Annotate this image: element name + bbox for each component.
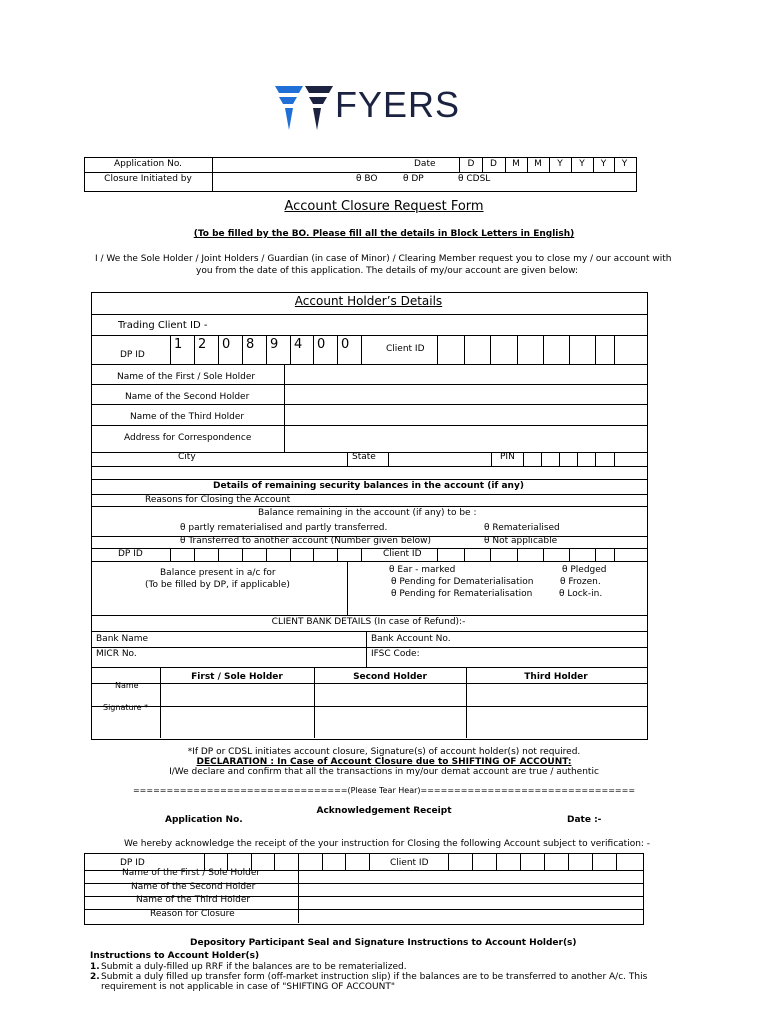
- balances-title: Details of remaining security balances in the account (if any): [213, 481, 524, 491]
- dp-id-digit: 2: [198, 337, 207, 352]
- balance-present-2: (To be filled by DP, if applicable): [145, 580, 290, 590]
- date-cell: Y: [621, 159, 628, 169]
- dp-id-digit: 1: [174, 337, 183, 352]
- tear-line: ================================(Please Tear Hear)================================: [132, 786, 636, 795]
- date-cell: Y: [600, 159, 607, 169]
- date-label: Date: [414, 159, 436, 169]
- date-cell: Y: [579, 159, 585, 169]
- instruction-1: Submit a duly-filled up RRF if the balances are to be rematerialized.: [101, 962, 407, 972]
- date-cell: D: [490, 159, 497, 169]
- opt-not-applicable[interactable]: θ Not applicable: [484, 536, 558, 546]
- date-cell: Y: [557, 159, 563, 169]
- address-label: Address for Correspondence: [124, 433, 252, 443]
- client-id-label: Client ID: [386, 344, 425, 354]
- instructions-title: Instructions to Account Holder(s): [90, 951, 260, 961]
- third-holder-label: Name of the Third Holder: [130, 412, 245, 422]
- state-label: State: [352, 452, 376, 462]
- balance-present-1: Balance present in a/c for: [160, 568, 276, 578]
- holder-section-title: Account Holder’s Details: [294, 294, 443, 308]
- instruction-2a: Submit a duly filled up transfer form (off-market instruction slip) if the balances are to be transferred to another A/c. This: [101, 972, 648, 982]
- ack-third-holder: Name of the Third Holder: [136, 895, 251, 905]
- opt-rematerialised[interactable]: θ Rematerialised: [484, 523, 560, 533]
- col-second-holder: Second Holder: [353, 672, 427, 682]
- date-cell: M: [512, 159, 520, 169]
- ack-text: We hereby acknowledge the receipt of the your instruction for Closing the following Account subject to verification: -: [124, 839, 651, 849]
- reasons-label: Reasons for Closing the Account: [145, 495, 291, 505]
- declaration-text: I/We declare and confirm that all the transactions in my/our demat account are true / authentic: [169, 767, 599, 777]
- opt-pending-demat[interactable]: θ Pending for Dematerialisation: [391, 577, 534, 587]
- ifsc-label: IFSC Code:: [371, 649, 420, 659]
- intro-line-1: I / We the Sole Holder / Joint Holders / Guardian (in case of Minor) / Clearing Member request you to close my / our account with: [95, 254, 672, 264]
- opt-pledged[interactable]: θ Pledged: [562, 565, 607, 575]
- date-cell: D: [467, 159, 475, 169]
- dp-id-digit: 9: [270, 337, 279, 352]
- second-holder-label: Name of the Second Holder: [125, 392, 250, 402]
- opt-pending-remat[interactable]: θ Pending for Rematerialisation: [391, 589, 533, 599]
- bal-client-id-label: Client ID: [383, 549, 422, 559]
- opt-dp[interactable]: θ DP: [403, 174, 424, 184]
- instruction-1-num: 1.: [90, 962, 100, 972]
- trading-client-label: Trading Client ID -: [118, 320, 208, 331]
- dp-id-digit: 0: [317, 337, 326, 352]
- col-first-holder: First / Sole Holder: [191, 672, 283, 682]
- opt-partly[interactable]: θ partly rematerialised and partly transferred.: [180, 523, 388, 533]
- row-sign-label: Signature *: [103, 703, 149, 712]
- dp-id-digit: 8: [246, 337, 255, 352]
- instruction-2b: requirement is not applicable in case of "SHIFTING OF ACCOUNT": [101, 982, 395, 992]
- dp-id-label: DP ID: [120, 350, 145, 360]
- bank-name-label: Bank Name: [96, 634, 149, 644]
- bal-dp-id-label: DP ID: [118, 549, 143, 559]
- col-third-holder: Third Holder: [524, 672, 588, 682]
- opt-lockin[interactable]: θ Lock-in.: [559, 589, 603, 599]
- declaration-title: DECLARATION : In Case of Account Closure due to SHIFTING OF ACCOUNT:: [196, 757, 572, 767]
- instruction-2-num: 2.: [90, 972, 100, 982]
- bank-title: CLIENT BANK DETAILS (In case of Refund):-: [271, 617, 466, 627]
- opt-cdsl[interactable]: θ CDSL: [458, 174, 491, 184]
- fyers-logo-icon: [275, 84, 335, 132]
- brand-name: FYERS: [335, 84, 461, 125]
- opt-ear-marked[interactable]: θ Ear - marked: [389, 565, 456, 575]
- app-no-label: Application No.: [113, 159, 183, 169]
- first-holder-label: Name of the First / Sole Holder: [117, 372, 256, 382]
- ack-second-holder: Name of the Second Holder: [131, 882, 256, 892]
- opt-bo[interactable]: θ BO: [356, 174, 378, 184]
- dp-id-digit: 0: [222, 337, 231, 352]
- pin-label: PIN: [500, 452, 515, 462]
- signature-note: *If DP or CDSL initiates account closure, Signature(s) of account holder(s) not required.: [187, 747, 581, 757]
- ack-reason: Reason for Closure: [150, 909, 235, 919]
- city-label: City: [178, 452, 196, 462]
- ack-dp-id: DP ID: [120, 858, 145, 868]
- date-cell: M: [534, 159, 542, 169]
- form-subtitle: (To be filled by the BO. Please fill all the details in Block Letters in English): [193, 229, 575, 239]
- intro-line-2: you from the date of this application. The details of my/our account are given below:: [196, 266, 578, 276]
- ack-title: Acknowledgement Receipt: [316, 806, 452, 816]
- form-title: Account Closure Request Form: [284, 199, 484, 214]
- ack-first-holder: Name of the First / Sole Holder: [122, 868, 261, 878]
- fyers-logo: [275, 84, 470, 134]
- ack-app-no: Application No.: [165, 815, 243, 825]
- dp-id-digit: 0: [341, 337, 350, 352]
- micr-label: MICR No.: [96, 649, 137, 659]
- opt-frozen[interactable]: θ Frozen.: [560, 577, 601, 587]
- ack-client-id: Client ID: [390, 858, 429, 868]
- opt-transferred[interactable]: θ Transferred to another account (Number given below): [180, 536, 431, 546]
- closure-label: Closure Initiated by: [104, 174, 192, 184]
- dp-id-digit: 4: [294, 337, 303, 352]
- ack-date: Date :-: [567, 815, 602, 825]
- row-name-label: Name: [115, 681, 139, 690]
- balance-remaining-label: Balance remaining in the account (if any) to be :: [258, 508, 477, 518]
- bank-acc-label: Bank Account No.: [371, 634, 451, 644]
- dp-seal-text: Depository Participant Seal and Signature Instructions to Account Holder(s): [190, 938, 577, 948]
